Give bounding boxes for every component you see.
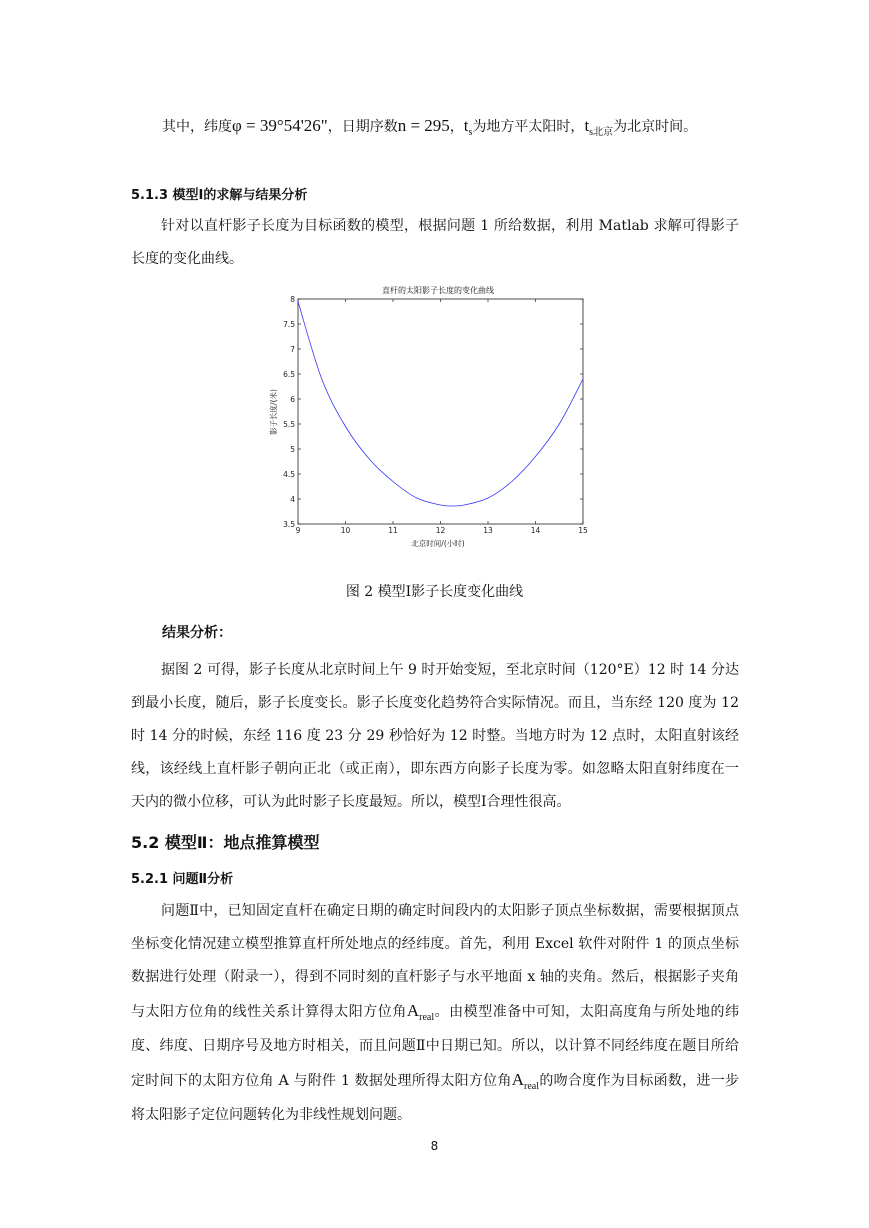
- result-paragraph: 据图 2 可得，影子长度从北京时间上午 9 时开始变短，至北京时间（120°E）12 时 14 分达到最小长度，随后，影子长度变长。影子长度变化趋势符合实际情况。而且，当东经 120 度为 12 时 14 分的时候，东经 116 度 23 分 29 秒恰好为 12 时整。当地方时为 12 点时，太阳直射该经线，该经线上直杆影子朝向正北（或正南），即东西方向影子长度为零。如忽略太阳直射纬度在一天内的微小位移，可认为此时影子长度最短。所以，模型Ⅰ合理性很高。: [131, 662, 739, 810]
- result-heading: 结果分析：: [162, 625, 232, 641]
- y-tick-label: 8: [290, 295, 295, 304]
- chart-frame: [298, 299, 583, 524]
- intro-text: ，日期序数: [327, 119, 398, 135]
- x-tick-label: 11: [388, 526, 398, 535]
- ts-subscript: s: [468, 127, 473, 138]
- x-tick-label: 15: [578, 526, 588, 535]
- page-number: 8: [430, 1139, 439, 1153]
- para-text: 问题Ⅱ中，已知固定直杆在确定日期的确定时间段内的太阳影子顶点坐标数据，需要根据顶点坐标变化情况建立模型推算直杆所处地点的经纬度。首先，利用 Excel 软件对附件 1 的顶点坐标数据进行处理（附录一），得到不同时刻的直杆影子与水平地面 x 轴的夹角。然后，根据影子夹角与太阳方位角的线性关系计算得太阳方位角: [131, 903, 739, 1020]
- shadow-length-chart: [262, 282, 622, 552]
- y-tick-label: 4: [290, 495, 295, 504]
- intro-text: ，: [449, 119, 464, 135]
- tsb-subscript: s北京: [589, 127, 614, 138]
- y-tick-label: 3.5: [283, 520, 295, 529]
- section-521-heading: 5.2.1 问题Ⅱ分析: [131, 872, 234, 887]
- y-tick-label: 7: [290, 345, 295, 354]
- chart-title: 直杆的太阳影子长度的变化曲线: [382, 286, 494, 295]
- shadow-length-series-line: [298, 302, 583, 507]
- latitude-formula: φ = 39°54'26": [232, 116, 328, 135]
- x-tick-label: 13: [483, 526, 493, 535]
- y-tick-label: 6.5: [283, 370, 295, 379]
- x-tick-label: 12: [435, 526, 446, 535]
- y-tick-label: 7.5: [283, 320, 295, 329]
- chart-x-label: 北京时间/(小时): [411, 539, 465, 548]
- y-tick-label: 5.5: [283, 420, 295, 429]
- tsb-symbol: t: [584, 116, 590, 135]
- chart-plot-area: [283, 295, 588, 535]
- para-text: 的吻合度作为目标函数，进一步将太阳影子定位问题转化为非线性规划问题。: [131, 1073, 739, 1123]
- intro-text: 为北京时间。: [613, 119, 698, 135]
- chart-y-label: 影子长度/(米): [269, 389, 278, 435]
- y-tick-label: 6: [290, 395, 295, 404]
- x-tick-label: 14: [530, 526, 541, 535]
- x-tick-label: 10: [340, 526, 351, 535]
- para-text: 。由模型准备中可知，太阳高度角与所处地的纬度、纬度、日期序号及地方时相关，而且问题Ⅱ中日期已知。所以，以计算不同经纬度在题目所给定时间下的太阳方位角 A 与附件 1 数据处理所得太阳方位角: [131, 1004, 740, 1089]
- section-52-heading: 5.2 模型Ⅱ：地点推算模型: [131, 833, 320, 852]
- y-tick-label: 5: [290, 445, 295, 454]
- a-real-symbol: A: [406, 1001, 420, 1020]
- y-tick-label: 4.5: [283, 470, 295, 479]
- a-real-symbol: A: [511, 1070, 525, 1089]
- section-513-paragraph: 针对以直杆影子长度为目标函数的模型，根据问题 1 所给数据，利用 Matlab 求解可得影子长度的变化曲线。: [131, 218, 739, 267]
- ts-symbol: t: [463, 116, 469, 135]
- intro-line: [162, 116, 697, 136]
- a-real-subscript: real: [419, 1012, 435, 1023]
- section-513-heading: 5.1.3 模型Ⅰ的求解与结果分析: [131, 188, 308, 203]
- date-index-formula: n = 295: [397, 116, 450, 135]
- x-tick-label: 9: [295, 526, 301, 535]
- a-real-subscript: real: [524, 1081, 540, 1092]
- figure-caption: 图 2 模型Ⅰ影子长度变化曲线: [345, 584, 524, 600]
- section-521-paragraph: [131, 895, 739, 1132]
- intro-text: 其中，纬度: [162, 119, 232, 135]
- intro-text: 为地方平太阳时，: [472, 119, 585, 135]
